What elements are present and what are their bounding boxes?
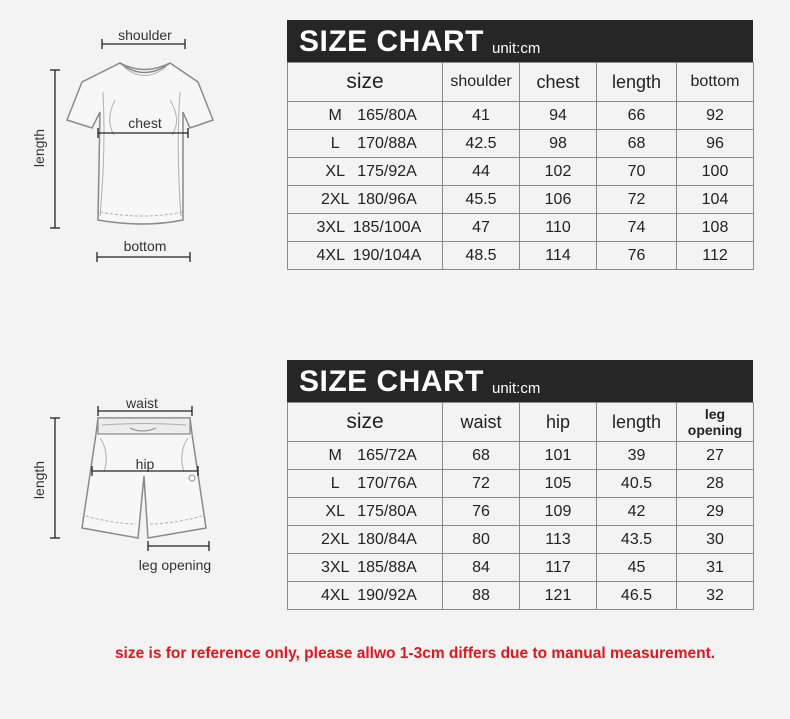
header-bottom: bottom — [677, 63, 754, 102]
value-cell: 96 — [677, 130, 754, 158]
reference-note: size is for reference only, please allwo 1-3cm differs due to manual measurement. — [114, 645, 716, 662]
size-cell — [288, 442, 443, 470]
size-cell — [288, 214, 443, 242]
shirt-diagram — [20, 20, 220, 270]
header-length: length — [597, 403, 677, 442]
header-shoulder: shoulder — [443, 63, 520, 102]
value-cell: 39 — [597, 442, 677, 470]
chest-label: chest — [128, 115, 162, 131]
value-cell: 76 — [443, 498, 520, 526]
header-size: size — [288, 403, 443, 442]
length-label: length — [31, 128, 47, 168]
size-code: 170/88A — [357, 134, 417, 152]
value-cell: 72 — [597, 186, 677, 214]
value-cell: 88 — [443, 582, 520, 610]
value-cell: 117 — [520, 554, 597, 582]
table-row — [288, 554, 754, 582]
header-leg-opening: leg opening — [677, 403, 754, 442]
size-label: M — [328, 106, 342, 124]
size-cell — [288, 186, 443, 214]
table-row — [288, 130, 754, 158]
value-cell: 102 — [520, 158, 597, 186]
size-cell — [288, 242, 443, 270]
size-cell — [288, 582, 443, 610]
size-code: 165/80A — [357, 106, 417, 124]
value-cell: 72 — [443, 470, 520, 498]
value-cell: 76 — [597, 242, 677, 270]
table-row — [288, 582, 754, 610]
value-cell: 106 — [520, 186, 597, 214]
value-cell: 108 — [677, 214, 754, 242]
chart-unit: unit:cm — [492, 380, 541, 397]
shorts-size-chart — [287, 360, 753, 610]
header-hip: hip — [520, 403, 597, 442]
value-cell: 114 — [520, 242, 597, 270]
shorts-diagram — [20, 388, 230, 583]
chart-title: SIZE CHART — [299, 25, 484, 58]
value-cell: 113 — [520, 526, 597, 554]
size-code: 190/104A — [352, 246, 422, 264]
header-length: length — [597, 63, 677, 102]
value-cell: 84 — [443, 554, 520, 582]
header-row — [288, 63, 754, 102]
header-chest: chest — [520, 63, 597, 102]
size-cell — [288, 158, 443, 186]
table-row — [288, 498, 754, 526]
chart-header — [287, 360, 753, 402]
size-cell — [288, 554, 443, 582]
length-label: length — [31, 460, 47, 500]
hip-label: hip — [135, 456, 155, 472]
table-row — [288, 214, 754, 242]
value-cell: 29 — [677, 498, 754, 526]
value-cell: 41 — [443, 102, 520, 130]
size-code: 165/72A — [357, 446, 417, 464]
chart-header — [287, 20, 753, 62]
size-label: XL — [325, 502, 345, 520]
value-cell: 109 — [520, 498, 597, 526]
value-cell: 27 — [677, 442, 754, 470]
size-label: 3XL — [320, 558, 350, 576]
table-row — [288, 442, 754, 470]
size-label: 4XL — [320, 586, 350, 604]
size-label: 4XL — [316, 246, 345, 264]
value-cell: 101 — [520, 442, 597, 470]
size-cell — [288, 526, 443, 554]
value-cell: 98 — [520, 130, 597, 158]
shirt-size-chart — [287, 20, 753, 270]
size-code: 185/100A — [352, 218, 422, 236]
size-cell — [288, 498, 443, 526]
value-cell: 44 — [443, 158, 520, 186]
header-row — [288, 403, 754, 442]
value-cell: 92 — [677, 102, 754, 130]
size-code: 180/84A — [357, 530, 417, 548]
size-table — [287, 62, 754, 270]
size-label: 3XL — [316, 218, 345, 236]
value-cell: 48.5 — [443, 242, 520, 270]
table-row — [288, 242, 754, 270]
tshirt-icon — [20, 20, 220, 270]
table-row — [288, 526, 754, 554]
size-label: L — [330, 134, 340, 152]
size-cell — [288, 470, 443, 498]
table-row — [288, 102, 754, 130]
value-cell: 32 — [677, 582, 754, 610]
size-label: XL — [325, 162, 345, 180]
table-row — [288, 470, 754, 498]
size-cell — [288, 130, 443, 158]
value-cell: 42 — [597, 498, 677, 526]
size-label: 2XL — [320, 190, 350, 208]
value-cell: 74 — [597, 214, 677, 242]
value-cell: 105 — [520, 470, 597, 498]
value-cell: 43.5 — [597, 526, 677, 554]
size-label: L — [330, 474, 340, 492]
waist-label: waist — [126, 395, 158, 411]
shoulder-label: shoulder — [118, 27, 172, 43]
value-cell: 80 — [443, 526, 520, 554]
table-row — [288, 186, 754, 214]
size-table — [287, 402, 754, 610]
shorts-icon — [20, 388, 230, 583]
value-cell: 68 — [597, 130, 677, 158]
value-cell: 47 — [443, 214, 520, 242]
value-cell: 110 — [520, 214, 597, 242]
value-cell: 28 — [677, 470, 754, 498]
bottom-label: bottom — [123, 238, 167, 254]
value-cell: 70 — [597, 158, 677, 186]
table-row — [288, 158, 754, 186]
size-label: M — [328, 446, 342, 464]
value-cell: 100 — [677, 158, 754, 186]
value-cell: 104 — [677, 186, 754, 214]
header-size: size — [288, 63, 443, 102]
size-code: 190/92A — [357, 586, 417, 604]
value-cell: 40.5 — [597, 470, 677, 498]
value-cell: 45.5 — [443, 186, 520, 214]
chart-unit: unit:cm — [492, 40, 541, 57]
chart-title: SIZE CHART — [299, 365, 484, 398]
value-cell: 66 — [597, 102, 677, 130]
value-cell: 121 — [520, 582, 597, 610]
value-cell: 45 — [597, 554, 677, 582]
size-code: 185/88A — [357, 558, 417, 576]
value-cell: 31 — [677, 554, 754, 582]
value-cell: 46.5 — [597, 582, 677, 610]
header-waist: waist — [443, 403, 520, 442]
size-code: 175/92A — [357, 162, 417, 180]
value-cell: 68 — [443, 442, 520, 470]
size-code: 175/80A — [357, 502, 417, 520]
size-label: 2XL — [320, 530, 350, 548]
size-cell — [288, 102, 443, 130]
value-cell: 42.5 — [443, 130, 520, 158]
value-cell: 112 — [677, 242, 754, 270]
leg-opening-label: leg opening — [138, 557, 212, 573]
size-code: 180/96A — [357, 190, 417, 208]
size-code: 170/76A — [357, 474, 417, 492]
value-cell: 94 — [520, 102, 597, 130]
value-cell: 30 — [677, 526, 754, 554]
